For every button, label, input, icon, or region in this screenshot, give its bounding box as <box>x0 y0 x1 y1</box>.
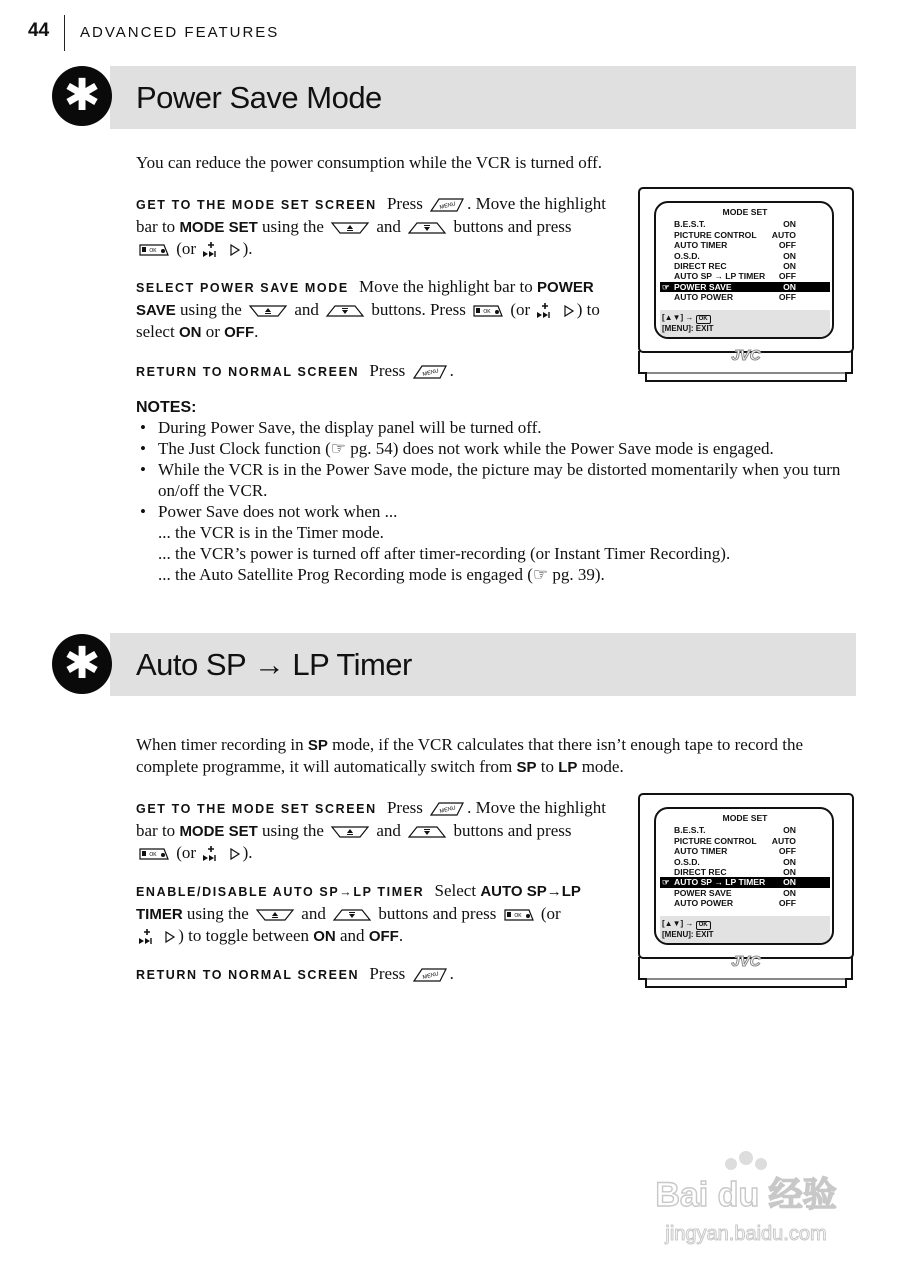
ok-button-icon <box>503 908 535 922</box>
step-text: and <box>294 300 319 319</box>
notes-list <box>136 417 856 522</box>
menu-button-icon <box>412 364 448 380</box>
menu-title: MODE SET <box>722 813 768 823</box>
baidu-paw-icon <box>641 1140 851 1250</box>
menu-row-value: ON <box>783 281 796 292</box>
page-number: 44 <box>28 20 50 41</box>
menu-row <box>660 219 830 229</box>
sub-note: ... the VCR’s power is turned off after timer-recording (or Instant Timer Recording). <box>158 544 731 563</box>
menu-row-label: PICTURE CONTROL <box>674 229 757 240</box>
section1-step3 <box>136 360 616 383</box>
menu-row-value: OFF <box>778 292 796 303</box>
play-triangle-icon <box>563 304 575 318</box>
step-text: buttons and press <box>378 904 497 923</box>
ok-button-icon <box>138 243 170 257</box>
list-item: • While the VCR is in the Power Save mode, the picture may be distorted momentarily when you turn on/off the VCR. <box>136 459 856 501</box>
step-text: buttons and press <box>453 821 572 840</box>
menu-row-label: DIRECT REC <box>674 866 727 877</box>
menu-title: MODE SET <box>722 207 768 217</box>
intro-text: When timer recording in <box>136 735 304 754</box>
step-text: Press <box>369 361 406 380</box>
svg-text:MENU: MENU <box>439 201 457 211</box>
menu-row <box>660 857 830 867</box>
keyword: MODE SET <box>179 219 258 236</box>
step-text: and <box>301 904 326 923</box>
menu-row-label: AUTO TIMER <box>674 846 728 857</box>
section1-title: Power Save Mode <box>136 80 382 115</box>
step-text: ) to select <box>136 300 600 341</box>
down-button-icon <box>332 908 372 922</box>
svg-text:OK: OK <box>149 852 157 859</box>
list-item: • During Power Save, the display panel will be turned off. <box>136 417 856 438</box>
step-text: and <box>376 217 401 236</box>
menu-row-value: AUTO <box>771 229 796 240</box>
menu-row <box>660 898 830 908</box>
menu-row <box>660 230 830 240</box>
svg-text:OK: OK <box>483 309 491 316</box>
keyword: MODE SET <box>179 823 258 840</box>
step-text: using the <box>262 821 324 840</box>
menu-row-value: ON <box>783 260 796 271</box>
menu-row-value: OFF <box>778 898 796 909</box>
step-text: using the <box>179 300 242 319</box>
menu-row-label: POWER SAVE <box>674 887 732 898</box>
jvc-logo: JVC <box>731 953 761 970</box>
watermark-logo: Bai du 经验 <box>655 1176 837 1214</box>
ok-button-icon <box>472 304 504 318</box>
step-text: ). <box>242 843 253 862</box>
menu-row-label: B.E.S.T. <box>674 825 706 836</box>
step-text: Press <box>369 964 406 983</box>
menu-row <box>660 888 830 898</box>
step-text: Press <box>386 798 423 817</box>
menu-row-value: ON <box>783 250 796 261</box>
menu-row <box>660 846 830 856</box>
baidu-watermark <box>641 1140 851 1250</box>
keyword: OFF <box>224 324 255 341</box>
section2-step2 <box>136 880 616 947</box>
mode-set-menu <box>660 207 830 337</box>
ch-plus-icon <box>536 302 554 320</box>
down-button-icon <box>407 221 447 235</box>
step-label: ENABLE/DISABLE AUTO SP→LP TIMER <box>136 885 425 899</box>
list-item: • Power Save does not work when ... <box>136 501 856 522</box>
menu-row-label: POWER SAVE <box>674 281 732 292</box>
svg-text:MENU: MENU <box>421 368 439 378</box>
menu-row-label: PICTURE CONTROL <box>674 835 757 846</box>
sub-note: ... the VCR is in the Timer mode. <box>158 523 384 542</box>
step-text: ). <box>242 239 253 258</box>
section-label: ADVANCED FEATURES <box>80 24 280 41</box>
svg-text:MENU: MENU <box>421 971 439 981</box>
tv-illustration <box>638 793 854 998</box>
step-text: ) to toggle between <box>178 926 310 945</box>
menu-row <box>660 867 830 877</box>
step-text: and <box>376 821 401 840</box>
ch-plus-icon <box>202 241 220 259</box>
jvc-logo: JVC <box>731 347 761 364</box>
step-text: or <box>205 322 220 341</box>
pointer-hand-icon: ☞ <box>662 877 670 888</box>
step-text: using the <box>186 904 249 923</box>
section2-step3 <box>136 963 616 986</box>
step-text: (or <box>510 300 531 319</box>
asterisk-icon: ✱ <box>52 634 112 694</box>
step-text: Move the highlight bar to <box>359 277 533 296</box>
ch-plus-icon <box>202 845 220 863</box>
sub-note: ... the Auto Satellite Prog Recording mode is engaged (☞ pg. 39). <box>158 565 605 584</box>
keyword: AUTO SP→LP TIMER <box>136 883 581 923</box>
step-label: GET TO THE MODE SET SCREEN <box>136 802 377 816</box>
ok-key-icon: OK <box>696 315 711 324</box>
header-divider <box>64 15 65 51</box>
ok-button-icon <box>138 847 170 861</box>
menu-row-value: ON <box>783 887 796 898</box>
step-text: (or <box>540 904 561 923</box>
menu-row-label: AUTO POWER <box>674 292 734 303</box>
intro-text: to <box>540 757 555 776</box>
ch-plus-icon <box>138 928 156 946</box>
menu-row-highlighted <box>660 282 830 292</box>
down-button-icon <box>325 304 365 318</box>
step-text: using the <box>262 217 324 236</box>
step-text: . <box>449 361 454 380</box>
menu-footer <box>660 916 830 943</box>
step-text: . Move the highlight bar to <box>136 194 606 236</box>
notes-block <box>136 399 856 585</box>
step-label: SELECT POWER SAVE MODE <box>136 281 349 295</box>
step-text: buttons. Press <box>371 300 466 319</box>
up-button-icon <box>255 908 295 922</box>
menu-row-label: O.S.D. <box>674 250 700 261</box>
menu-button-icon <box>412 967 448 983</box>
step-text: (or <box>176 843 197 862</box>
notes-title: NOTES: <box>136 399 197 416</box>
menu-footer <box>660 310 830 337</box>
pointer-hand-icon: ☞ <box>662 281 670 292</box>
tv-illustration <box>638 187 854 392</box>
list-item: • The Just Clock function (☞ pg. 54) does not work while the Power Save mode is engaged. <box>136 438 856 459</box>
menu-row-highlighted <box>660 877 830 887</box>
menu-row-value: OFF <box>778 240 796 251</box>
play-triangle-icon <box>164 930 176 944</box>
ok-key-icon: OK <box>696 921 711 930</box>
keyword: LP <box>558 759 578 776</box>
menu-row <box>660 251 830 261</box>
section1-step1 <box>136 193 616 259</box>
step-text: buttons and press <box>453 217 572 236</box>
menu-row <box>660 825 830 835</box>
step-text: Press <box>386 194 423 213</box>
keyword: SP <box>516 759 537 776</box>
tv-screen <box>654 201 834 339</box>
menu-row-value: ON <box>783 825 796 836</box>
menu-row <box>660 271 830 281</box>
step-text: and <box>340 926 365 945</box>
menu-exit-hint: [MENU]: EXIT <box>662 929 714 939</box>
menu-button-icon <box>429 801 465 817</box>
step-label: RETURN TO NORMAL SCREEN <box>136 968 360 982</box>
menu-row-value: ON <box>783 866 796 877</box>
menu-row-value: ON <box>783 877 796 888</box>
play-triangle-icon <box>229 847 241 861</box>
intro-text: mode, if the VCR calculates that there isn’t enough tape to record the complete programme, it will automatically switch from <box>136 735 804 776</box>
menu-row-value: AUTO <box>771 835 796 846</box>
asterisk-icon: ✱ <box>52 66 112 126</box>
menu-row-label: AUTO TIMER <box>674 240 728 251</box>
step-text: . Move the highlight bar to <box>136 798 606 840</box>
menu-row <box>660 261 830 271</box>
section1-step2 <box>136 276 616 343</box>
menu-nav-hint: [▲▼] → <box>662 312 694 322</box>
keyword: SP <box>307 737 328 754</box>
menu-nav-hint: [▲▼] → <box>662 918 694 928</box>
step-text: . <box>398 926 404 945</box>
mode-set-menu <box>660 813 830 943</box>
menu-row-label: B.E.S.T. <box>674 219 706 230</box>
keyword: ON <box>313 928 336 945</box>
up-button-icon <box>248 304 288 318</box>
keyword: ON <box>178 324 202 341</box>
svg-text:OK: OK <box>149 248 157 255</box>
step-text: (or <box>176 239 197 258</box>
keyword: POWER SAVE <box>136 279 594 319</box>
step-text: . <box>254 322 259 341</box>
down-button-icon <box>407 825 447 839</box>
keyword: OFF <box>368 928 399 945</box>
play-triangle-icon <box>229 243 241 257</box>
svg-text:OK: OK <box>514 913 522 920</box>
section2-intro <box>136 734 836 778</box>
section1-intro: You can reduce the power consumption while the VCR is turned off. <box>136 153 603 172</box>
menu-row-label: AUTO SP → LP TIMER <box>674 271 766 282</box>
menu-row-label: DIRECT REC <box>674 260 727 271</box>
menu-row-value: ON <box>783 219 796 230</box>
step-label: GET TO THE MODE SET SCREEN <box>136 198 377 212</box>
section2-step1 <box>136 797 616 863</box>
menu-row-label: AUTO POWER <box>674 898 734 909</box>
up-button-icon <box>330 221 370 235</box>
menu-row-label: O.S.D. <box>674 856 700 867</box>
menu-row <box>660 240 830 250</box>
menu-row-label: AUTO SP → LP TIMER <box>674 877 766 888</box>
step-label: RETURN TO NORMAL SCREEN <box>136 365 360 379</box>
menu-exit-hint: [MENU]: EXIT <box>662 323 714 333</box>
menu-row-value: ON <box>783 856 796 867</box>
menu-button-icon <box>429 197 465 213</box>
tv-screen <box>654 807 834 945</box>
menu-row <box>660 292 830 302</box>
menu-row <box>660 836 830 846</box>
step-text: . <box>449 964 454 983</box>
menu-row-value: OFF <box>778 846 796 857</box>
section2-title: Auto SP → LP Timer <box>136 647 412 682</box>
menu-row-value: OFF <box>778 271 796 282</box>
watermark-url: jingyan.baidu.com <box>665 1223 827 1245</box>
step-text: Select <box>434 881 477 900</box>
intro-text: mode. <box>581 757 624 776</box>
up-button-icon <box>330 825 370 839</box>
svg-text:MENU: MENU <box>439 805 457 815</box>
